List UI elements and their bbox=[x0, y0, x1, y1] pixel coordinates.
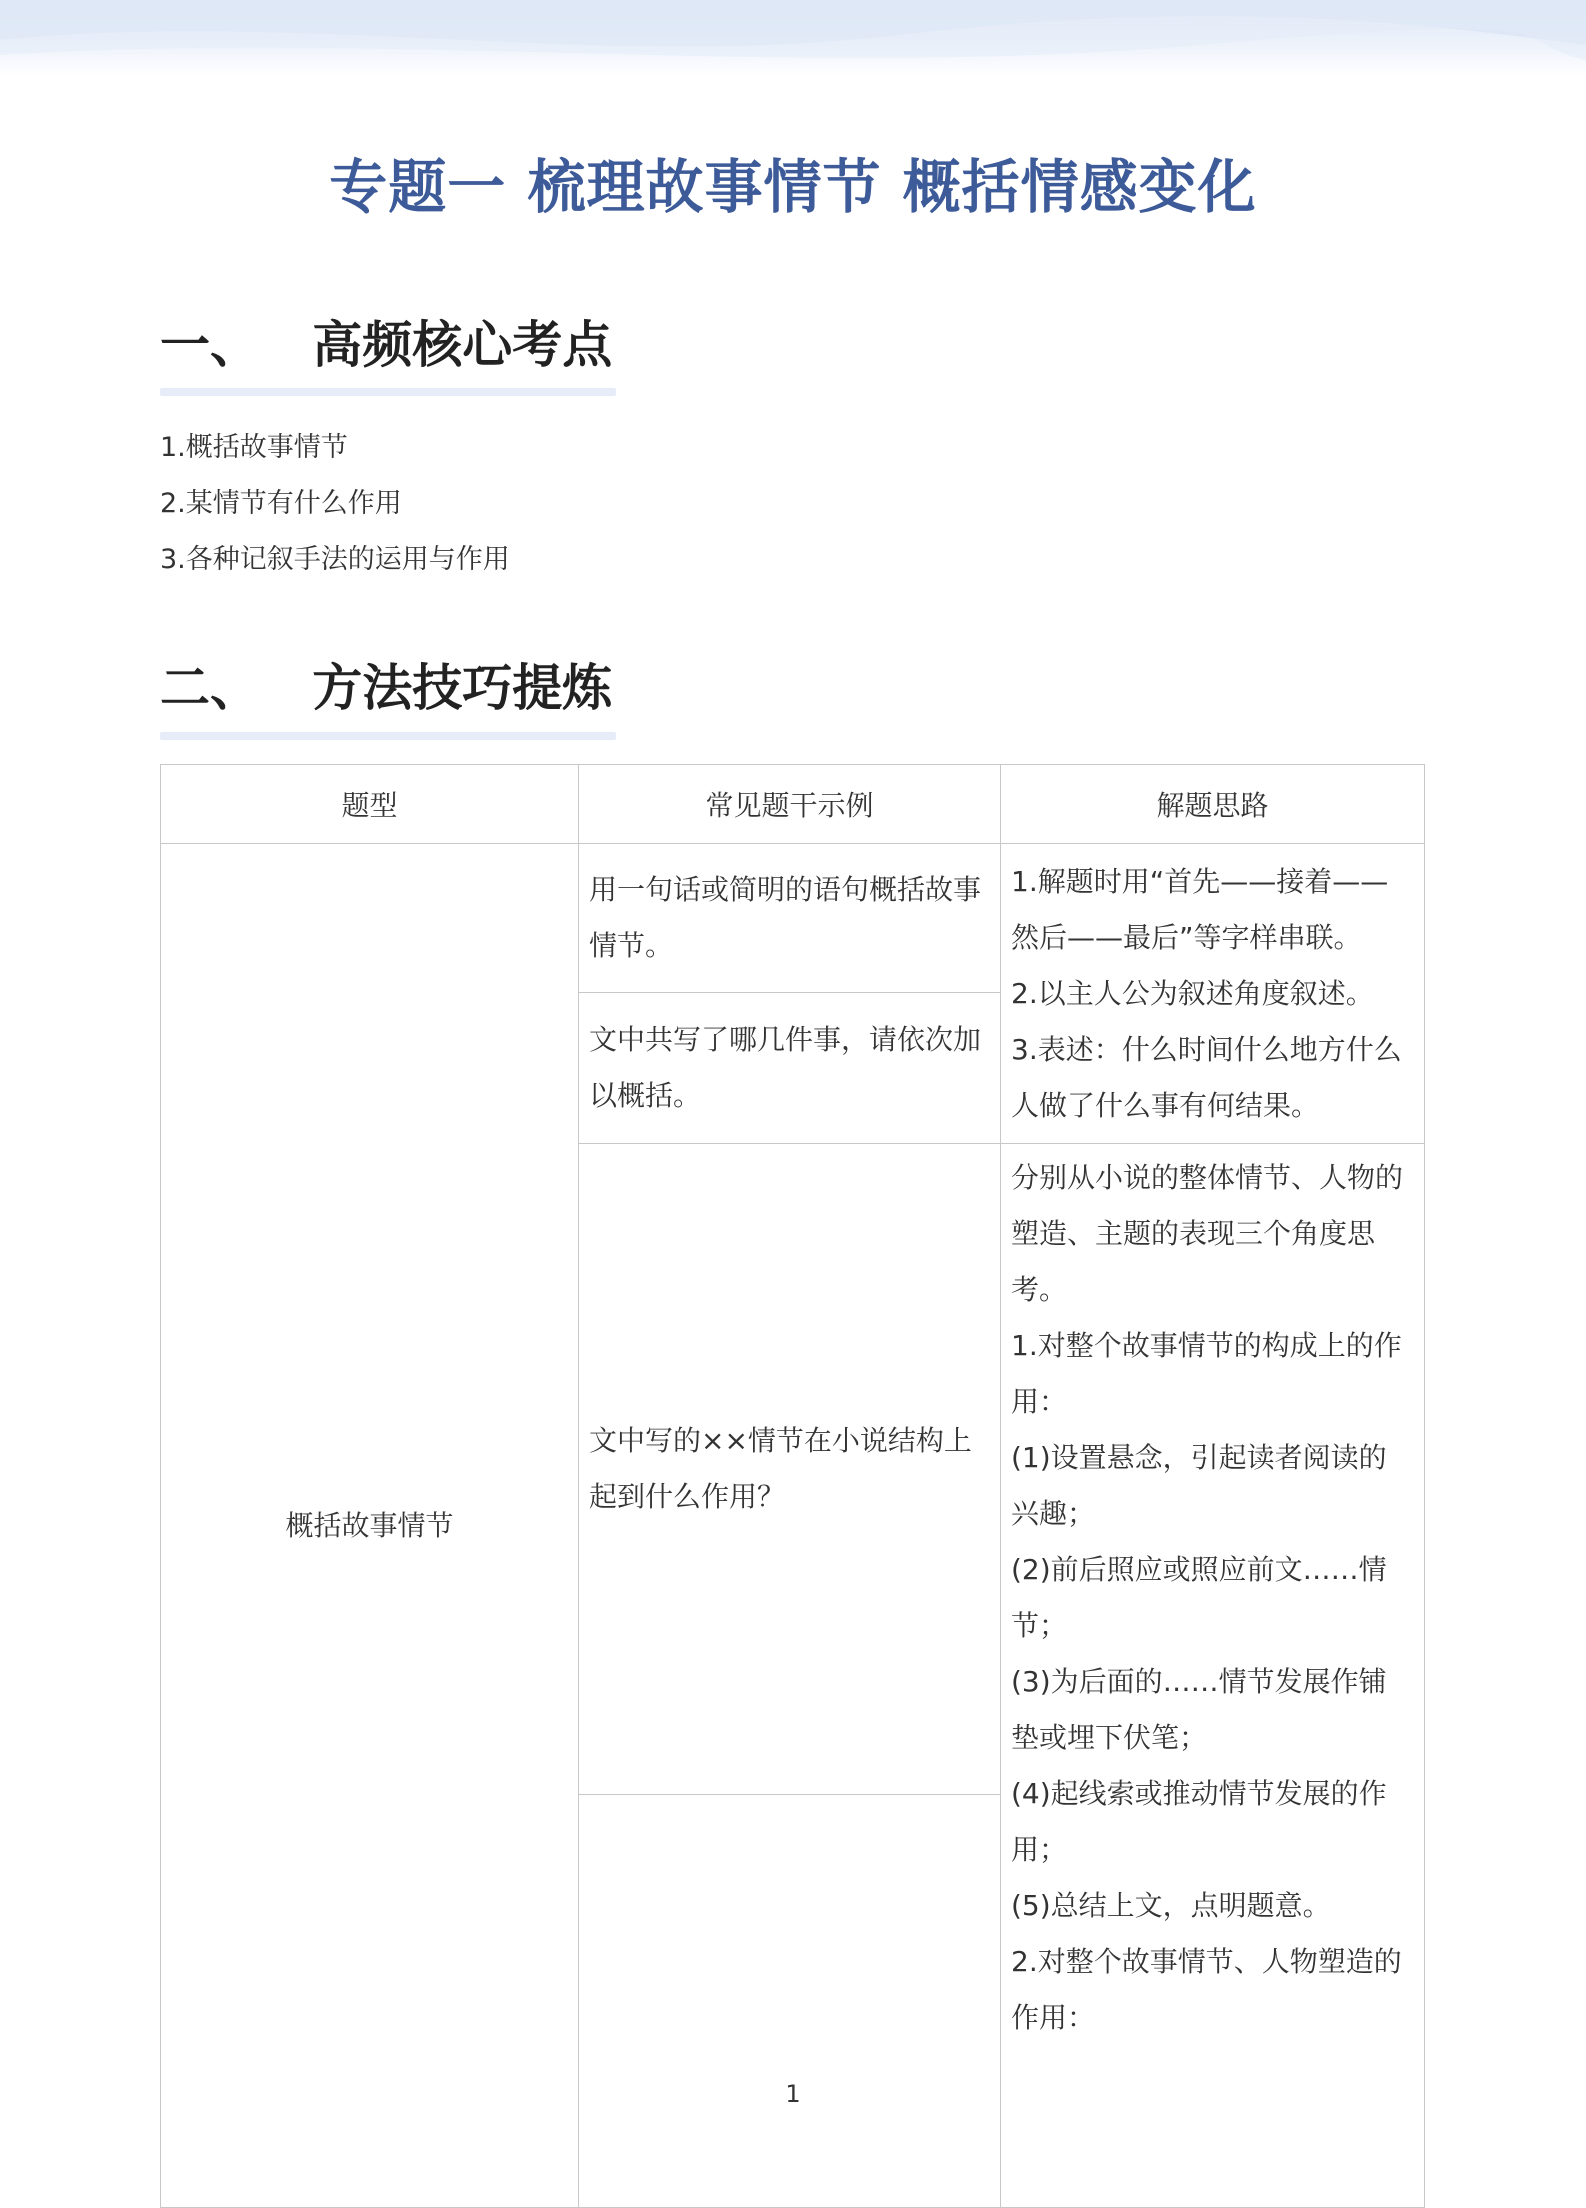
question-type-cell: 概括故事情节 bbox=[161, 844, 579, 2208]
methods-table bbox=[160, 764, 1425, 2208]
question-example-cell bbox=[579, 1795, 1001, 2208]
section-heading-core-points bbox=[160, 305, 612, 377]
page-number: 1 bbox=[785, 2080, 801, 2108]
section-underline bbox=[160, 388, 616, 396]
column-header: 解题思路 bbox=[1001, 765, 1425, 844]
approach-line: (4)起线索或推动情节发展的作用； bbox=[1011, 1777, 1387, 1866]
list-item: 3.各种记叙手法的运用与作用 bbox=[160, 544, 510, 575]
approach-line: (1)设置悬念，引起读者阅读的兴趣； bbox=[1011, 1441, 1387, 1530]
approach-line: (2)前后照应或照应前文……情节； bbox=[1011, 1553, 1387, 1642]
header-wave-decoration bbox=[0, 0, 1586, 76]
approach-line: 3.表述：什么时间什么地方什么人做了什么事有何结果。 bbox=[1011, 1032, 1402, 1122]
approach-line: 2.以主人公为叙述角度叙述。 bbox=[1011, 976, 1374, 1010]
key-points-list bbox=[160, 430, 510, 598]
document-title: 专题一 梳理故事情节 概括情感变化 bbox=[329, 153, 1257, 221]
section-heading-methods bbox=[160, 648, 612, 720]
solution-approach-cell bbox=[1001, 844, 1425, 1144]
section-title: 方法技巧提炼 bbox=[312, 659, 613, 717]
section-title: 高频核心考点 bbox=[312, 316, 613, 374]
column-header: 题型 bbox=[161, 765, 579, 844]
methods-table-container bbox=[160, 764, 1426, 2034]
list-item: 1.概括故事情节 bbox=[160, 432, 348, 463]
approach-line: (3)为后面的……情节发展作铺垫或埋下伏笔； bbox=[1011, 1665, 1387, 1754]
question-example-cell: 用一句话或简明的语句概括故事情节。 bbox=[579, 844, 1001, 993]
approach-line: 分别从小说的整体情节、人物的塑造、主题的表现三个角度思考。 bbox=[1011, 1161, 1404, 1306]
approach-line: 2.对整个故事情节、人物塑造的作用： bbox=[1011, 1945, 1402, 2034]
section-number: 二、 bbox=[160, 659, 260, 717]
column-header: 常见题干示例 bbox=[579, 765, 1001, 844]
table-header-row bbox=[161, 765, 1425, 844]
list-item: 2.某情节有什么作用 bbox=[160, 488, 402, 519]
table-row bbox=[161, 844, 1425, 993]
approach-line: (5)总结上文，点明题意。 bbox=[1011, 1889, 1331, 1922]
approach-line: 1.对整个故事情节的构成上的作用： bbox=[1011, 1329, 1402, 1418]
question-example-cell: 文中写的××情节在小说结构上起到什么作用？ bbox=[579, 1144, 1001, 1795]
approach-line: 1.解题时用“首先——接着——然后——最后”等字样串联。 bbox=[1011, 864, 1389, 954]
question-example-cell: 文中共写了哪几件事，请依次加以概括。 bbox=[579, 993, 1001, 1144]
section-number: 一、 bbox=[160, 316, 260, 374]
solution-approach-cell bbox=[1001, 1144, 1425, 2208]
page-header-band bbox=[0, 0, 1586, 76]
section-underline bbox=[160, 732, 616, 740]
